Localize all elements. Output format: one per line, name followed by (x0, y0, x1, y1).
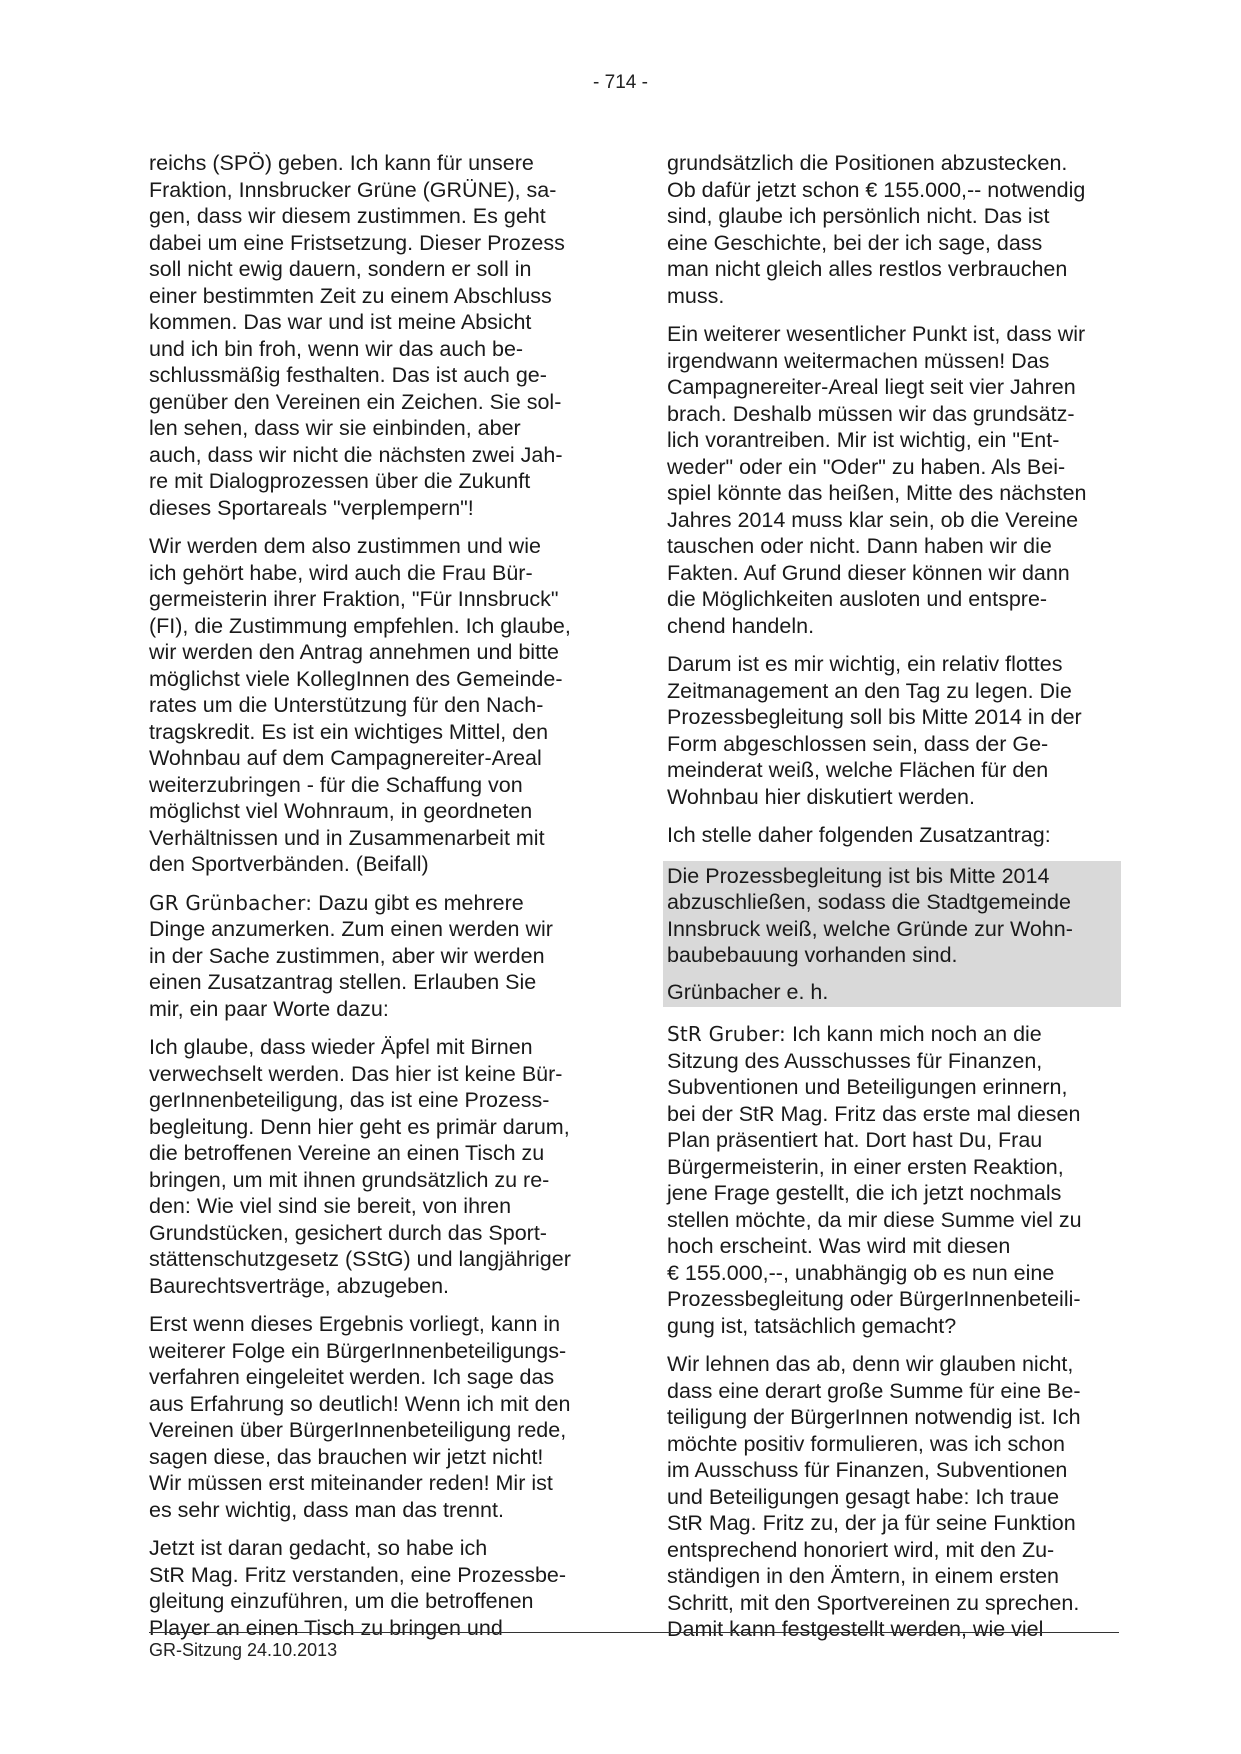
text-line: sagen diese, das brauchen wir jetzt nicht! (149, 1444, 544, 1469)
text-line: Dinge anzumerken. Zum einen werden wir (149, 917, 553, 941)
text-line: spiel könnte das heißen, Mitte des nächsten (667, 481, 1087, 505)
text-line: den: Wie viel sind sie bereit, von ihren (149, 1194, 512, 1218)
motion-signature: Grünbacher e. h. (667, 979, 829, 1004)
text-line: die Möglichkeiten ausloten und entspre- (667, 587, 1048, 611)
paragraph (149, 1311, 599, 1523)
text-line: möchte positiv formulieren, was ich schon (667, 1431, 1065, 1456)
text-line: Baurechtsverträge, abzugeben. (149, 1273, 450, 1298)
text-line: Grundstücken, gesichert durch das Sport- (149, 1220, 547, 1245)
text-line: einen Zusatzantrag stellen. Erlauben Sie (149, 970, 537, 994)
text-line: Innsbruck weiß, welche Gründe zur Wohn- (667, 916, 1073, 941)
text-line: Wir müssen erst miteinander reden! Mir ist (149, 1471, 553, 1495)
text-line: gleitung einzuführen, um die betroffenen (149, 1589, 534, 1613)
paragraph (667, 1351, 1117, 1643)
text-line: Plan präsentiert hat. Dort hast Du, Frau (667, 1128, 1043, 1152)
text-line: chend handeln. (667, 613, 815, 638)
text-line: germeisterin ihrer Fraktion, "Für Innsbruck" (149, 587, 559, 611)
text-line: Form abgeschlossen sein, dass der Ge- (667, 731, 1049, 756)
page-number: - 714 - (593, 72, 648, 93)
text-line: Fakten. Auf Grund dieser können wir dann (667, 560, 1070, 585)
text-line: gerInnenbeteiligung, das ist eine Prozess- (149, 1088, 550, 1112)
footer-session-date: GR-Sitzung 24.10.2013 (149, 1640, 338, 1660)
text-line: reichs (SPÖ) geben. Ich kann für unsere (149, 151, 534, 175)
paragraph (667, 150, 1117, 309)
text-line: Subventionen und Beteiligungen erinnern, (667, 1075, 1068, 1099)
paragraph (667, 651, 1117, 810)
paragraph-speaker-gruenbacher (149, 890, 599, 1023)
left-column (149, 150, 599, 1653)
text-line: lich vorantreiben. Mir ist wichtig, ein "Ent- (667, 428, 1060, 452)
paragraph (149, 533, 599, 878)
text-line: es sehr wichtig, dass man das trennt. (149, 1497, 504, 1522)
text-line: aus Erfahrung so deutlich! Wenn ich mit den (149, 1391, 571, 1416)
speaker-name: GR Grünbacher: (149, 890, 313, 915)
text-line: len sehen, dass wir sie einbinden, aber (149, 416, 521, 440)
text-line: Wir werden dem also zustimmen und wie (149, 534, 541, 558)
text-line: verfahren eingeleitet werden. Ich sage das (149, 1365, 555, 1389)
text-line: den Sportverbänden. (Beifall) (149, 852, 429, 876)
text-line: muss. (667, 283, 725, 308)
text-line: Zeitmanagement an den Tag zu legen. Die (667, 678, 1072, 703)
text-line: Ein weiterer wesentlicher Punkt ist, dass wir (667, 322, 1086, 346)
text-line: dieses Sportareals "verplempern"! (149, 495, 474, 520)
text-line: bringen, um mit ihnen grundsätzlich zu re- (149, 1167, 550, 1192)
text-line: Verhältnissen und in Zusammenarbeit mit (149, 825, 545, 850)
text-line: kommen. Das war und ist meine Absicht (149, 310, 532, 334)
text-line: grundsätzlich die Positionen abzustecken. (667, 151, 1068, 175)
text-line: und Beteiligungen gesagt habe: Ich traue (667, 1484, 1060, 1509)
motion-block (663, 861, 1121, 1008)
text-line: Vereinen über BürgerInnenbeteiligung rede, (149, 1418, 567, 1442)
paragraph (149, 1535, 599, 1641)
text-line: in der Sache zustimmen, aber wir werden (149, 943, 545, 968)
speaker-name: StR Gruber: (667, 1022, 786, 1046)
text-line: stellen möchte, da mir diese Summe viel zu (667, 1207, 1082, 1232)
text-line: genüber den Vereinen ein Zeichen. Sie sol- (149, 389, 562, 414)
text-line: entsprechend honoriert wird, mit den Zu- (667, 1537, 1055, 1562)
text-line: weder" oder ein "Oder" zu haben. Als Bei- (667, 454, 1066, 479)
text-line: dabei um eine Fristsetzung. Dieser Prozess (149, 230, 565, 255)
text-line: möglichst viel Wohnraum, in geordneten (149, 799, 533, 823)
text-line: baubebauung vorhanden sind. (667, 943, 958, 967)
text-line: Schritt, mit den Sportvereinen zu sprechen. (667, 1590, 1080, 1615)
text-line: rates um die Unterstützung für den Nach- (149, 693, 544, 717)
text-line: Prozessbegleitung oder BürgerInnenbeteili- (667, 1287, 1081, 1311)
text-line: StR Mag. Fritz verstanden, eine Prozessbe- (149, 1562, 567, 1587)
text-line: Fraktion, Innsbrucker Grüne (GRÜNE), sa- (149, 177, 557, 202)
text-line: Wir lehnen das ab, denn wir glauben nicht, (667, 1352, 1074, 1376)
text-line: Erst wenn dieses Ergebnis vorliegt, kann in (149, 1312, 561, 1336)
text-line: weiterer Folge ein BürgerInnenbeteiligungs- (149, 1338, 567, 1363)
text-line: Ich glaube, dass wieder Äpfel mit Birnen (149, 1035, 533, 1059)
text-line: Bürgermeisterin, in einer ersten Reaktion, (667, 1154, 1064, 1179)
text-line: tragskredit. Es ist ein wichtiges Mittel, den (149, 719, 549, 744)
text-line: mir, ein paar Worte dazu: (149, 996, 389, 1021)
text-line: bei der StR Mag. Fritz das erste mal diesen (667, 1101, 1081, 1126)
text-line: verwechselt werden. Das hier ist keine Bür- (149, 1061, 563, 1086)
text-line: abzuschließen, sodass die Stadtgemeinde (667, 890, 1071, 914)
text-line: Darum ist es mir wichtig, ein relativ flottes (667, 652, 1063, 676)
text-line: (FI), die Zustimmung empfehlen. Ich glaube, (149, 613, 571, 638)
text-line: Ich stelle daher folgenden Zusatzantrag: (667, 823, 1051, 847)
text-line: Jetzt ist daran gedacht, so habe ich (149, 1536, 488, 1560)
text-line: stättenschutzgesetz (SStG) und langjähriger (149, 1247, 571, 1271)
right-column (667, 150, 1117, 1655)
text-line: wir werden den Antrag annehmen und bitte (149, 640, 559, 664)
text-line: man nicht gleich alles restlos verbrauchen (667, 257, 1068, 281)
text-line: gen, dass wir diesem zustimmen. Es geht (149, 204, 546, 228)
text-line: Damit kann festgestellt werden, wie viel (667, 1617, 1044, 1641)
text-line: Wohnbau auf dem Campagnereiter-Areal (149, 746, 542, 770)
motion-block-wrapper (667, 861, 1117, 1008)
text-line: dass eine derart große Summe für eine Be- (667, 1378, 1081, 1403)
text-line: weiterzubringen - für die Schaffung von (149, 772, 523, 797)
text-line: ich gehört habe, wird auch die Frau Bür- (149, 560, 533, 585)
text-line: und ich bin froh, wenn wir das auch be- (149, 336, 524, 361)
text-line: brach. Deshalb müssen wir das grundsätz- (667, 401, 1075, 426)
text-line: Sitzung des Ausschusses für Finanzen, (667, 1048, 1043, 1073)
text-line: gung ist, tatsächlich gemacht? (667, 1313, 957, 1338)
text-line: meinderat weiß, welche Flächen für den (667, 758, 1049, 782)
text-line: tauschen oder nicht. Dann haben wir die (667, 534, 1052, 558)
text-line: eine Geschichte, bei der ich sage, dass (667, 230, 1043, 255)
motion-text (667, 863, 1121, 969)
text-line: Ob dafür jetzt schon € 155.000,-- notwendig (667, 177, 1086, 202)
text-line: soll nicht ewig dauern, sondern er soll in (149, 257, 532, 281)
footer-divider (149, 1632, 1119, 1633)
text-line: möglichst viele KollegInnen des Gemeinde- (149, 666, 563, 691)
paragraph (149, 150, 599, 521)
text-line: € 155.000,--, unabhängig ob es nun eine (667, 1260, 1055, 1285)
paragraph (149, 1034, 599, 1299)
text-line: irgendwann weitermachen müssen! Das (667, 348, 1050, 373)
paragraph-speaker-gruber (667, 1021, 1117, 1339)
text-line: Wohnbau hier diskutiert werden. (667, 784, 975, 809)
text-line: Die Prozessbegleitung ist bis Mitte 2014 (667, 863, 1050, 888)
paragraph (667, 321, 1117, 639)
text-line: einer bestimmten Zeit zu einem Abschluss (149, 283, 552, 308)
text-line: schlussmäßig festhalten. Das ist auch ge- (149, 363, 547, 387)
text-line: StR Gruber: Ich kann mich noch an die (667, 1022, 1042, 1046)
text-line: GR Grünbacher: Dazu gibt es mehrere (149, 890, 524, 915)
text-line: begleitung. Denn hier geht es primär darum, (149, 1114, 570, 1139)
text-line: Player an einen Tisch zu bringen und (149, 1615, 503, 1640)
text-line: hoch erscheint. Was wird mit diesen (667, 1234, 1011, 1258)
text-line: Prozessbegleitung soll bis Mitte 2014 in der (667, 705, 1082, 729)
text-line: re mit Dialogprozessen über die Zukunft (149, 469, 531, 493)
text-line: StR Mag. Fritz zu, der ja für seine Funktion (667, 1511, 1076, 1535)
paragraph (667, 822, 1117, 849)
text-line: Jahres 2014 muss klar sein, ob die Vereine (667, 507, 1079, 532)
text-line: jene Frage gestellt, die ich jetzt nochmals (667, 1181, 1062, 1205)
text-line: die betroffenen Vereine an einen Tisch zu (149, 1141, 545, 1165)
text-line: im Ausschuss für Finanzen, Subventionen (667, 1458, 1068, 1482)
text-line: sind, glaube ich persönlich nicht. Das ist (667, 204, 1050, 228)
text-line: ständigen in den Ämtern, in einem ersten (667, 1564, 1060, 1588)
text-line: teiligung der BürgerInnen notwendig ist. Ich (667, 1405, 1081, 1429)
text-line: auch, dass wir nicht die nächsten zwei Jah- (149, 442, 563, 467)
text-line: Campagnereiter-Areal liegt seit vier Jahren (667, 375, 1076, 399)
